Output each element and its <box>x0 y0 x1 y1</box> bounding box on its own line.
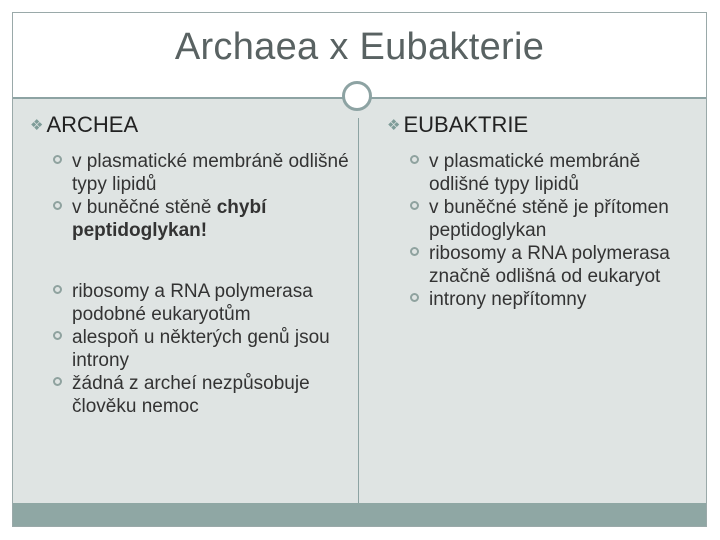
item-text: v plasmatické membráně odlišné typy lipidů <box>72 151 349 195</box>
slide-title: Archaea x Eubakterie <box>174 26 545 68</box>
item-text: alespoň u některých genů jsou introny <box>72 327 330 371</box>
right-heading <box>387 112 697 138</box>
item-text: v buněčné stěně <box>72 197 217 218</box>
heading-bullet-icon: ❖ <box>387 117 401 134</box>
ring-bullet-icon <box>53 155 62 164</box>
item-text: ribosomy a RNA polymerasa značně odlišná od eukaryot <box>429 243 670 287</box>
left-heading-text: ARCHEA <box>46 112 139 137</box>
list-item <box>387 150 697 196</box>
right-heading-text: EUBAKTRIE <box>403 112 529 137</box>
item-text: žádná z archeí nezpůsobuje člověku nemoc <box>72 373 310 417</box>
list-item <box>30 280 350 326</box>
list-item <box>30 150 350 196</box>
column-divider <box>358 118 359 503</box>
item-text: v buněčné stěně je přítomen peptidoglykan <box>429 197 669 241</box>
list-item <box>387 242 697 288</box>
list-item <box>387 288 697 311</box>
left-column <box>30 112 350 418</box>
list-item <box>30 372 350 418</box>
item-text: v plasmatické membráně odlišné typy lipidů <box>429 151 641 195</box>
list-item <box>30 196 350 242</box>
ring-bullet-icon <box>53 377 62 386</box>
list-item <box>30 326 350 372</box>
ring-bullet-icon <box>53 201 62 210</box>
list-item <box>387 196 697 242</box>
ring-bullet-icon <box>410 155 419 164</box>
ring-bullet-icon <box>410 293 419 302</box>
item-text: ribosomy a RNA polymerasa podobné eukaryotům <box>72 281 313 325</box>
ring-bullet-icon <box>53 285 62 294</box>
item-text: introny nepřítomny <box>429 289 587 310</box>
heading-bullet-icon: ❖ <box>30 117 44 134</box>
left-heading <box>30 112 350 138</box>
divider-circle-icon <box>342 81 372 111</box>
right-column <box>387 112 697 311</box>
ring-bullet-icon <box>53 331 62 340</box>
item-bold-text: chybí peptidoglykan! <box>72 197 267 241</box>
footer-bar <box>13 503 706 526</box>
ring-bullet-icon <box>410 201 419 210</box>
ring-bullet-icon <box>410 247 419 256</box>
